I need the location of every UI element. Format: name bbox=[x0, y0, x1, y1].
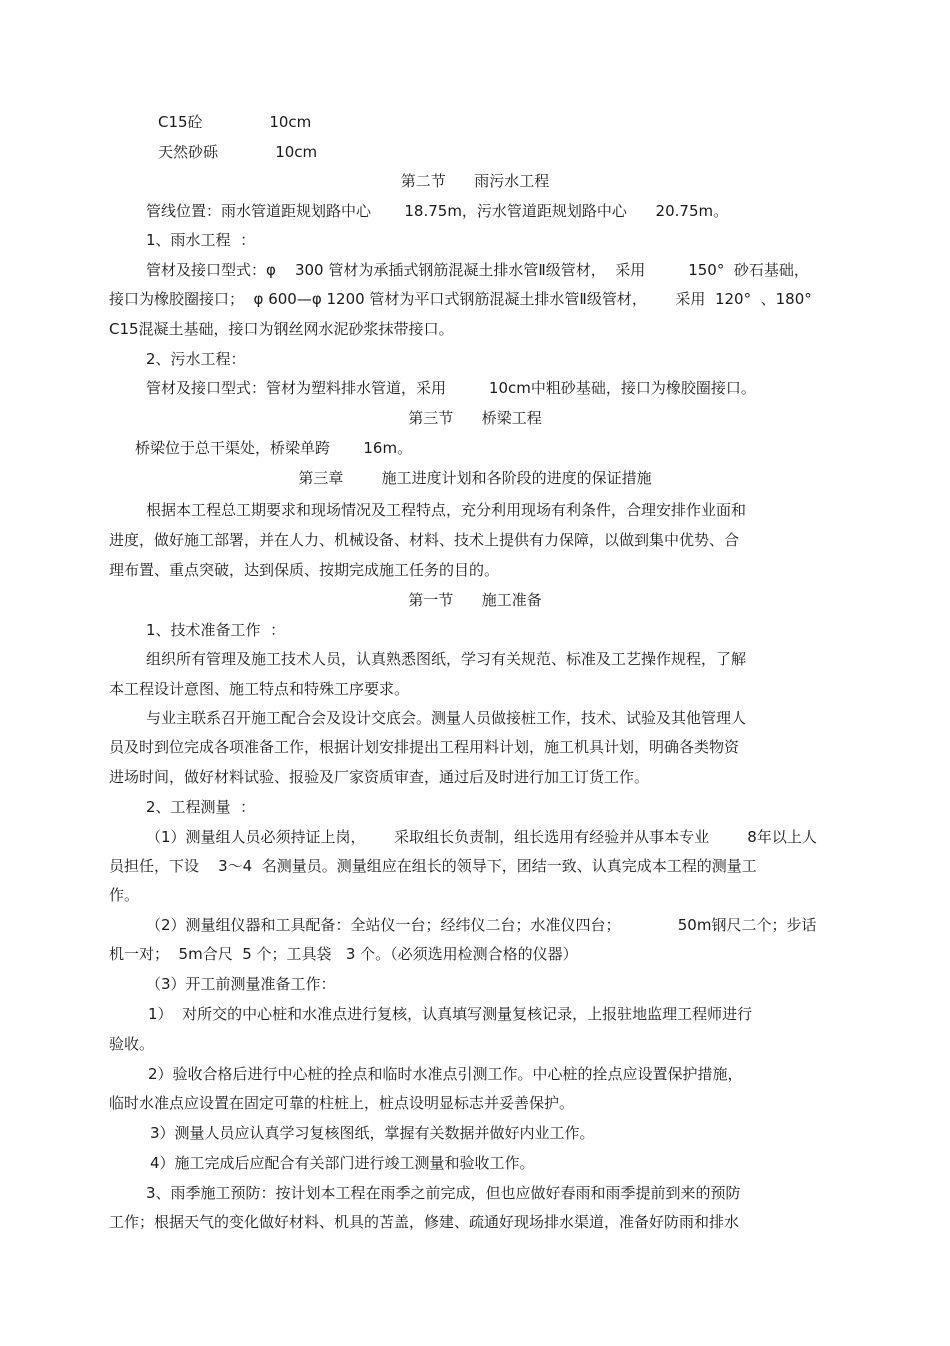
text-line: （3）开工前测量准备工作： bbox=[146, 975, 336, 993]
text-line: 根据本工程总工期要求和现场情况及工程特点，充分利用现场有利条件，合理安排作业面和 bbox=[146, 501, 747, 519]
text-line: （1）测量组人员必须持证上岗， 采取组长负责制，组长选用有经验并从事本专业 8年以上人 bbox=[146, 828, 817, 846]
text-line: 2、工程测量 ： bbox=[146, 798, 256, 816]
text-line: 理布置、重点突破，达到保质、按期完成施工任务的目的。 bbox=[109, 561, 500, 579]
text-line: 2）验收合格后进行中心桩的拴点和临时水准点引测工作。中心桩的拴点应设置保护措施， bbox=[148, 1065, 743, 1083]
text-line: 4）施工完成后应配合有关部门进行竣工测量和验收工作。 bbox=[150, 1154, 535, 1172]
text-line: 管线位置：雨水管道距规划路中心 18.75m，污水管道距规划路中心 20.75m。 bbox=[146, 202, 729, 220]
text-line: 1、技术准备工作 ： bbox=[146, 621, 286, 639]
text-line: 组织所有管理及施工技术人员，认真熟悉图纸，学习有关规范、标准及工艺操作规程，了解 bbox=[146, 650, 747, 668]
text-line: 2、污水工程： bbox=[146, 350, 246, 368]
text-line: 临时水准点应设置在固定可靠的柱桩上，桩点设明显标志并妥善保护。 bbox=[109, 1094, 575, 1112]
text-line: 机一对； 5m合尺 5 个；工具袋 3 个。（必须选用检测合格的仪器） bbox=[109, 945, 578, 963]
text-line: 管材及接口型式：管材为塑料排水管道，采用 10cm中粗砂基础，接口为橡胶圈接口。 bbox=[146, 379, 756, 397]
text-line: 1、雨水工程 ： bbox=[146, 231, 256, 249]
text-line: 3、雨季施工预防：按计划本工程在雨季之前完成，但也应做好春雨和雨季提前到来的预防 bbox=[146, 1184, 741, 1202]
text-line: 进度，做好施工部署，并在人力、机械设备、材料、技术上提供有力保障，以做到集中优势、合 bbox=[109, 531, 740, 549]
text-line: 桥梁位于总干渠处，桥梁单跨 16m。 bbox=[135, 439, 413, 457]
chapter-heading: 第三章 施工进度计划和各阶段的进度的保证措施 bbox=[298, 469, 652, 487]
text-line: 进场时间，做好材料试验、报验及厂家资质审查，通过后及时进行加工订货工作。 bbox=[109, 768, 650, 786]
section-heading: 第二节 雨污水工程 bbox=[400, 172, 550, 190]
text-line: 与业主联系召开施工配合会及设计交底会。测量人员做接桩工作，技术、试验及其他管理人 bbox=[146, 709, 747, 727]
text-line: 验收。 bbox=[109, 1035, 155, 1053]
text-line: 天然砂砾 10cm bbox=[158, 143, 318, 161]
text-line: 3）测量人员应认真学习复核图纸，掌握有关数据并做好内业工作。 bbox=[150, 1124, 595, 1142]
text-line: 员担任，下设 3～4 名测量员。测量组应在组长的领导下，团结一致、认真完成本工程的测量工 bbox=[109, 857, 757, 875]
text-line: 管材及接口型式：φ 300 管材为承插式钢筋混凝土排水管Ⅱ级管材， 采用 150° 砂石基础， bbox=[146, 261, 809, 279]
text-line: 1） 对所交的中心桩和水准点进行复核，认真填写测量复核记录，上报驻地监理工程师进行 bbox=[148, 1005, 753, 1023]
text-line: 接口为橡胶圈接口； φ 600—φ 1200 管材为平口式钢筋混凝土排水管Ⅱ级管材， 采用 120° 、180° bbox=[109, 290, 812, 308]
text-line: 员及时到位完成各项准备工作，根据计划安排提出工程用料计划，施工机具计划，明确各类物资 bbox=[109, 738, 740, 756]
text-line: 本工程设计意图、施工特点和特殊工序要求。 bbox=[109, 680, 410, 698]
text-line: 作。 bbox=[109, 886, 140, 904]
text-line: 工作；根据天气的变化做好材料、机具的苫盖，修建、疏通好现场排水渠道，准备好防雨和排水 bbox=[109, 1213, 740, 1231]
text-line: C15混凝土基础，接口为钢丝网水泥砂浆抹带接口。 bbox=[109, 320, 454, 338]
section-heading: 第一节 施工准备 bbox=[408, 591, 542, 609]
text-line: C15砼 10cm bbox=[158, 113, 312, 131]
text-line: （2）测量组仪器和工具配备：全站仪一台；经纬仪二台；水准仪四台； 50m钢尺二个；步话 bbox=[146, 916, 817, 934]
section-heading: 第三节 桥梁工程 bbox=[408, 409, 542, 427]
